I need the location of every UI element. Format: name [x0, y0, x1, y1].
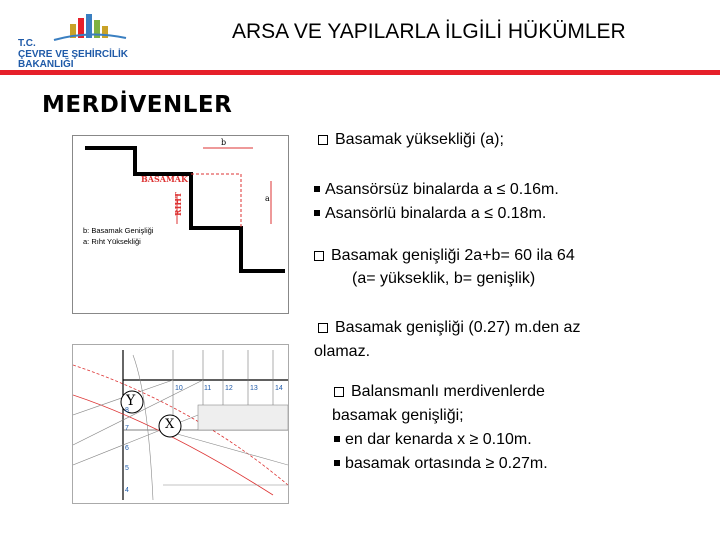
item2-line2-text: (a= yükseklik, b= genişlik) [352, 270, 536, 287]
side-number: 6 [125, 445, 129, 452]
checkbox-bullet-icon [318, 323, 328, 333]
legend-a: a: Rıht Yüksekliği [83, 237, 141, 246]
item4-sub2-line [334, 454, 548, 474]
stair-profile-drawing [73, 136, 288, 313]
checkbox-bullet-icon [318, 135, 328, 145]
side-number: 4 [125, 487, 129, 494]
top-number: 10 [175, 385, 183, 392]
item1-sub1-line [314, 180, 559, 200]
logo-line2: ÇEVRE VE ŞEHİRCİLİK [18, 49, 129, 60]
item1-sub1-text: Asansörsüz binalarda a ≤ 0.16m. [325, 181, 559, 198]
item1-sub2-text: Asansörlü binalarda a ≤ 0.18m. [325, 205, 547, 222]
section-title: MERDİVENLER [42, 92, 233, 118]
label-b: b [221, 138, 227, 147]
logo-line3: BAKANLIĞI [18, 59, 74, 70]
item-winder-stairs [334, 382, 545, 402]
label-riht: RIHT [173, 192, 183, 216]
square-bullet-icon [334, 460, 340, 466]
side-number: 5 [125, 465, 129, 472]
legend-b: b: Basamak Genişliği [83, 226, 154, 235]
item1-text: Basamak yüksekliği (a); [335, 131, 504, 148]
item4-line2-text: basamak genişliği; [332, 407, 464, 424]
item4-sub2-text: basamak ortasında ≥ 0.27m. [345, 455, 548, 472]
item-step-width-formula [314, 246, 575, 266]
square-bullet-icon [334, 436, 340, 442]
item1-sub2-line [314, 204, 546, 224]
logo-line1: T.C. [18, 38, 36, 49]
side-number: 7 [125, 425, 129, 432]
item2-line1-text: Basamak genişliği 2a+b= 60 ila 64 [331, 247, 575, 264]
item4-sub1-line [334, 430, 532, 450]
item3-line2-text: olamaz. [314, 343, 371, 360]
item-min-step-width [318, 318, 580, 338]
winder-stair-figure [72, 344, 289, 504]
item3-line1-text: Basamak genişliği (0.27) m.den az [335, 319, 581, 336]
stair-profile-figure [72, 135, 289, 314]
item4-sub1-text: en dar kenarda x ≥ 0.10m. [345, 431, 532, 448]
header-divider [0, 70, 720, 75]
square-bullet-icon [314, 186, 320, 192]
ministry-logo [14, 12, 164, 72]
item-step-height [318, 130, 504, 150]
label-basamak: BASAMAK [141, 174, 188, 184]
checkbox-bullet-icon [314, 251, 324, 261]
item4-line1-text: Balansmanlı merdivenlerde [351, 383, 545, 400]
top-number: 11 [204, 385, 212, 392]
label-x: X [165, 417, 175, 432]
top-number: 13 [250, 385, 258, 392]
label-a: a [265, 194, 270, 203]
top-number: 14 [275, 385, 283, 392]
checkbox-bullet-icon [334, 387, 344, 397]
header-title: ARSA VE YAPILARLA İLGİLİ HÜKÜMLER [232, 20, 626, 43]
top-number: 12 [225, 385, 233, 392]
side-number: 8 [125, 407, 129, 414]
square-bullet-icon [314, 210, 320, 216]
winder-stair-drawing [73, 345, 288, 503]
label-y: Y [126, 393, 136, 409]
